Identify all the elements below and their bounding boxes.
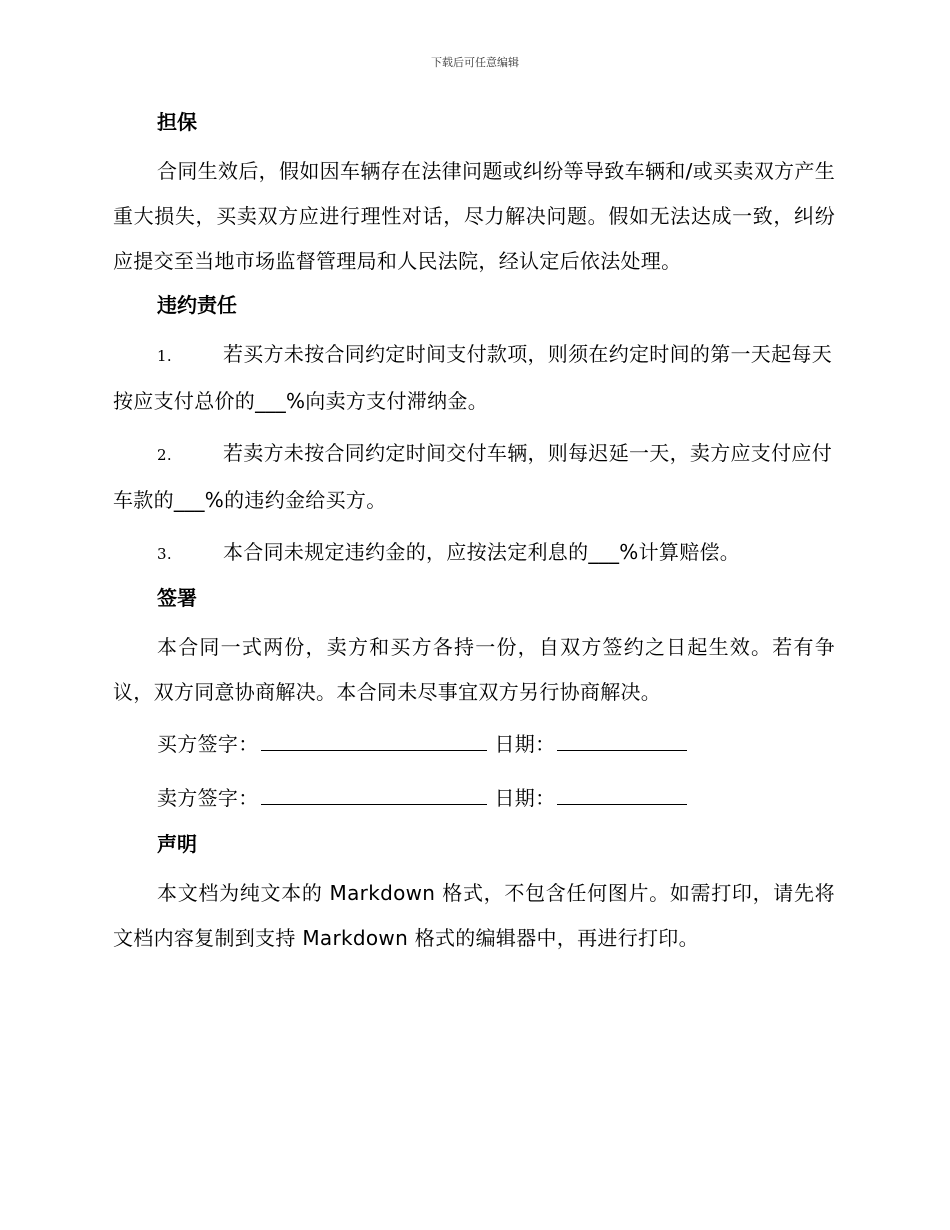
breach-item-text: 若买方未按合同约定时间支付款项，则须在约定时间的第一天起每天按应支付总价的___%向卖方支付滞纳金。 — [113, 342, 832, 413]
buyer-signature-label: 买方签字： — [157, 732, 259, 756]
list-number: 2. — [157, 446, 172, 464]
document-body — [113, 108, 835, 968]
list-number: 3. — [157, 545, 172, 563]
section-heading-guarantee: 担保 — [157, 110, 197, 134]
list-number: 1. — [157, 347, 172, 365]
seller-signature-label: 卖方签字： — [157, 786, 259, 810]
breach-item-3 — [113, 530, 835, 577]
seller-date-blank[interactable] — [557, 786, 687, 805]
section-heading-breach: 违约责任 — [157, 293, 237, 317]
guarantee-paragraph: 合同生效后，假如因车辆存在法律问题或纠纷等导致车辆和/或买卖双方产生重大损失，买卖双方应进行理性对话，尽力解决问题。假如无法达成一致，纠纷应提交至当地市场监督管理局和人民法院，经认定后依法处理。 — [113, 159, 835, 273]
signature-paragraph: 本合同一式两份，卖方和买方各持一份，自双方签约之日起生效。若有争议，双方同意协商解决。本合同未尽事宜双方另行协商解决。 — [113, 635, 835, 704]
buyer-date-label: 日期： — [494, 732, 556, 756]
section-heading-statement: 声明 — [157, 832, 197, 856]
page-header-note: 下载后可任意编辑 — [431, 56, 519, 69]
breach-item-text: 本合同未规定违约金的，应按法定利息的___%计算赔偿。 — [223, 540, 741, 564]
seller-signature-line — [157, 776, 835, 821]
seller-date-label: 日期： — [494, 786, 556, 810]
buyer-date-blank[interactable] — [557, 732, 687, 751]
buyer-signature-blank[interactable] — [261, 732, 487, 751]
statement-paragraph: 本文档为纯文本的 Markdown 格式，不包含任何图片。如需打印，请先将文档内容复制到支持 Markdown 格式的编辑器中，再进行打印。 — [113, 881, 835, 950]
breach-item-text: 若卖方未按合同约定时间交付车辆，则每迟延一天，卖方应支付应付车款的___%的违约金给买方。 — [113, 441, 832, 512]
seller-signature-blank[interactable] — [261, 786, 487, 805]
section-heading-signature: 签署 — [157, 586, 197, 610]
breach-item-2 — [113, 431, 835, 523]
buyer-signature-line — [157, 722, 835, 767]
breach-item-1 — [113, 332, 835, 424]
